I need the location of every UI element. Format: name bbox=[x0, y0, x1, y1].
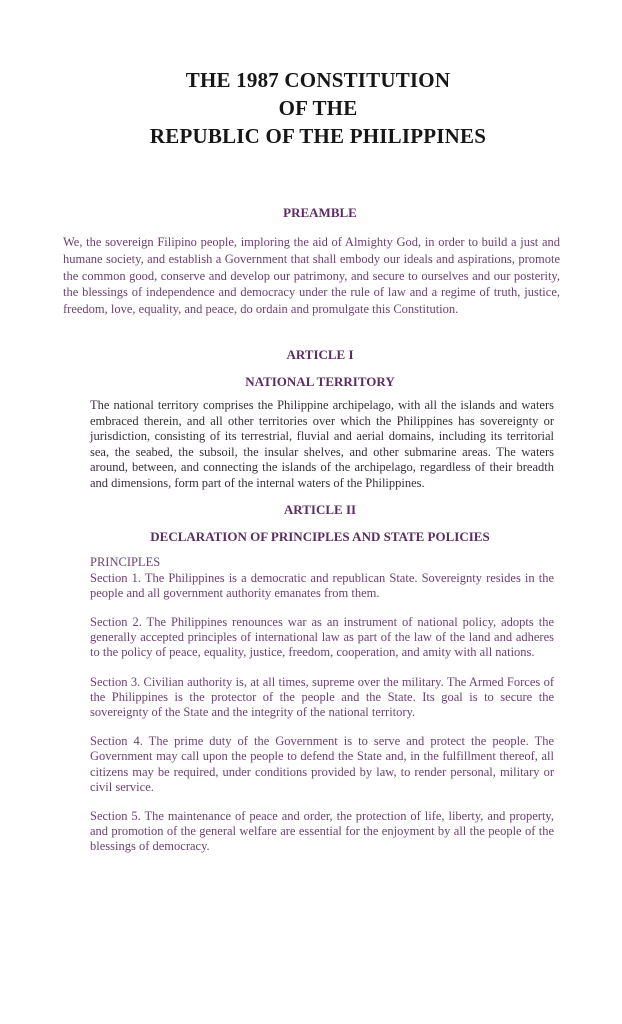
preamble-text: We, the sovereign Filipino people, imploring the aid of Almighty God, in order to build a just and humane society, and establish a Government that shall embody our ideals and aspirations, promote the common good, conserve and develop our patrimony, and secure to ourselves and our posterity, the blessings of independence and democracy under the rule of law and a regime of truth, justice, freedom, love, equality, and peace, do ordain and promulgate this Constitution. bbox=[63, 235, 560, 317]
article-2-section-2: Section 2. The Philippines renounces war as an instrument of national policy, adopts the generally accepted principles of international law as part of the law of the land and adheres to the policy of peace, equality, justice, freedom, cooperation, and amity with all nations. bbox=[90, 614, 554, 660]
article-2-section-1: Section 1. The Philippines is a democratic and republican State. Sovereignty resides in the people and all government authority emanates from them. bbox=[90, 570, 554, 600]
principles-label: PRINCIPLES bbox=[90, 554, 161, 569]
article-2-subheading: DECLARATION OF PRINCIPLES AND STATE POLICIES bbox=[150, 528, 490, 544]
article-2-section-5: Section 5. The maintenance of peace and order, the protection of life, liberty, and property, and promotion of the general welfare are essential for the enjoyment by all the people of the blessings of democracy. bbox=[90, 808, 554, 854]
preamble-heading: PREAMBLE bbox=[283, 205, 357, 220]
article-2-section-3: Section 3. Civilian authority is, at all times, supreme over the military. The Armed Forces of the Philippines is the protector of the people and the State. Its goal is to secure the sovereignty of the State and the integrity of the national territory. bbox=[90, 674, 554, 719]
article-1-subheading: NATIONAL TERRITORY bbox=[245, 373, 395, 389]
document-title-line-3: REPUBLIC OF THE PHILIPPINES bbox=[149, 124, 487, 148]
document-title bbox=[0, 0, 622, 150]
document-title-line-2: OF THE bbox=[278, 96, 358, 120]
article-1-text: The national territory comprises the Philippine archipelago, with all the islands and waters embraced therein, and all other territories over which the Philippines has sovereignty or jurisdiction, consisting of its terrestrial, fluvial and aerial domains, including its territorial sea, the seabed, the subsoil, the insular shelves, and other submarine areas. The waters around, between, and connecting the islands of the archipelago, regardless of their breadth and dimensions, form part of the internal waters of the Philippines. bbox=[90, 397, 554, 490]
article-2-section-4: Section 4. The prime duty of the Government is to serve and protect the people. The Government may call upon the people to defend the State and, in the fulfillment thereof, all citizens may be required, under conditions provided by law, to render personal, military or civil service. bbox=[90, 734, 554, 794]
document-title-line-1: THE 1987 CONSTITUTION bbox=[185, 68, 451, 92]
article-1-heading: ARTICLE I bbox=[286, 346, 354, 362]
article-2-heading: ARTICLE II bbox=[283, 501, 357, 517]
